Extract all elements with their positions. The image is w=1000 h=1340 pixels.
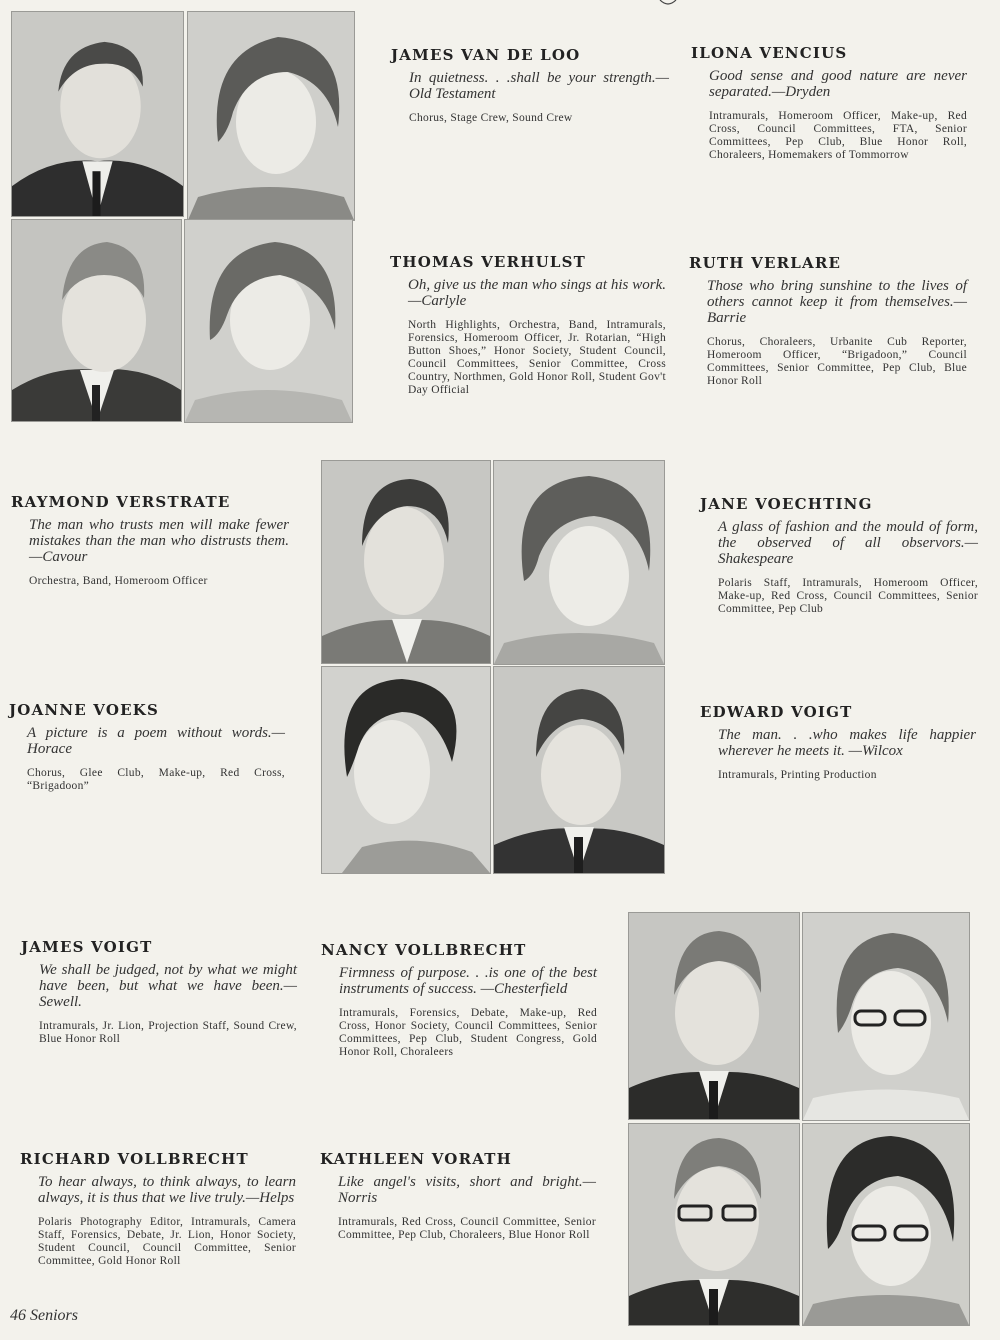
portrait-photo	[802, 1123, 970, 1326]
senior-activities: Polaris Staff, Intramurals, Homeroom Officer, Make-up, Red Cross, Council Committees, Senior Committee, Pep Club	[718, 577, 978, 615]
senior-activities: Intramurals, Red Cross, Council Committee, Senior Committee, Pep Club, Choraleers, Blue Honor Roll	[338, 1216, 596, 1241]
portrait-photo	[802, 912, 970, 1121]
senior-entry	[320, 1150, 596, 1242]
portrait-photo	[321, 666, 491, 874]
page-footer: 46 Seniors	[10, 1307, 78, 1324]
senior-activities: Intramurals, Printing Production	[718, 769, 877, 781]
portrait-photo	[11, 11, 184, 217]
senior-quote: We shall be judged, not by what we might have been, but what we have been.—Sewell.	[39, 962, 297, 1010]
senior-quote: Those who bring sunshine to the lives of others cannot keep it from themselves.—Barrie	[707, 278, 967, 326]
senior-quote: Like angel's visits, short and bright.—Norris	[338, 1174, 596, 1206]
senior-activities: Polaris Photography Editor, Intramurals, Camera Staff, Forensics, Debate, Jr. Lion, Honor Society, Student Council, Council Committee, Senior Committee, Gold Honor Roll	[38, 1216, 296, 1267]
senior-activities: Intramurals, Homeroom Officer, Make-up, Red Cross, Council Committees, FTA, Senior Committees, Pep Club, Blue Honor Roll, Choraleers, Homemakers of Tommorrow	[709, 110, 967, 161]
senior-name: ILONA VENCIUS	[691, 44, 848, 62]
senior-activities: Intramurals, Forensics, Debate, Make-up, Red Cross, Honor Society, Council Committees, Senior Committees, Pep Club, Student Congress, Gold Honor Roll, Choraleers	[339, 1007, 597, 1058]
senior-name: EDWARD VOIGT	[700, 703, 853, 721]
portrait-photo	[11, 219, 182, 422]
portrait-photo	[321, 460, 491, 664]
senior-name: JOANNE VOEKS	[9, 701, 160, 719]
portrait-photo	[628, 1123, 800, 1326]
portrait-photo	[628, 912, 800, 1120]
senior-entry	[9, 701, 285, 793]
senior-quote: A picture is a poem without words.—Horace	[27, 725, 285, 757]
senior-quote: The man. . .who makes life happier wherever he meets it. —Wilcox	[718, 727, 976, 759]
senior-name: NANCY VOLLBRECHT	[321, 941, 527, 959]
senior-name: JANE VOECHTING	[700, 495, 873, 513]
senior-entry	[700, 495, 978, 616]
senior-activities: North Highlights, Orchestra, Band, Intramurals, Forensics, Homeroom Officer, Jr. Rotarian, “High Button Shoes,” Honor Society, Student Council, Council Committees, Senior Committee, Cross Country, Northmen, Gold Honor Roll, Student Gov't Day Official	[408, 319, 666, 396]
senior-name: RAYMOND VERSTRATE	[11, 493, 231, 511]
senior-entry	[700, 703, 976, 782]
senior-quote: To hear always, to think always, to learn always, it is thus that we live truly.—Helps	[38, 1174, 296, 1206]
portrait-photo	[493, 460, 665, 665]
senior-quote: Oh, give us the man who sings at his work.—Carlyle	[408, 277, 666, 309]
senior-quote: The man who trusts men will make fewer mistakes than the man who distrusts them. —Cavour	[29, 517, 289, 565]
senior-name: RUTH VERLARE	[689, 254, 842, 272]
senior-activities: Chorus, Stage Crew, Sound Crew	[409, 112, 573, 124]
senior-entry	[11, 493, 289, 588]
senior-entry	[390, 253, 666, 397]
senior-entry	[321, 941, 597, 1059]
senior-entry	[20, 1150, 296, 1268]
senior-activities: Chorus, Choraleers, Urbanite Cub Reporter, Homeroom Officer, “Brigadoon,” Council Committees, Senior Committee, Pep Club, Blue Honor Roll	[707, 336, 967, 387]
senior-activities: Chorus, Glee Club, Make-up, Red Cross, “Brigadoon”	[27, 767, 285, 792]
senior-name: KATHLEEN VORATH	[320, 1150, 512, 1168]
portrait-photo	[187, 11, 355, 221]
senior-entry	[691, 44, 967, 162]
senior-quote: Good sense and good nature are never separated.—Dryden	[709, 68, 967, 100]
senior-entry	[689, 254, 967, 388]
page-top-mark	[658, 0, 678, 6]
portrait-photo	[184, 219, 353, 423]
senior-quote: Firmness of purpose. . .is one of the best instruments of success. —Chesterfield	[339, 965, 597, 997]
senior-name: JAMES VOIGT	[21, 938, 153, 956]
senior-entry	[391, 46, 669, 125]
senior-quote: A glass of fashion and the mould of form, the observed of all observors.—Shakespeare	[718, 519, 978, 567]
senior-name: RICHARD VOLLBRECHT	[20, 1150, 249, 1168]
portrait-photo	[493, 666, 665, 874]
senior-name: JAMES VAN DE LOO	[391, 46, 581, 64]
senior-activities: Intramurals, Jr. Lion, Projection Staff, Sound Crew, Blue Honor Roll	[39, 1020, 297, 1045]
senior-quote: In quietness. . .shall be your strength.—Old Testament	[409, 70, 669, 102]
senior-name: THOMAS VERHULST	[390, 253, 587, 271]
senior-entry	[21, 938, 297, 1046]
senior-activities: Orchestra, Band, Homeroom Officer	[29, 575, 208, 587]
